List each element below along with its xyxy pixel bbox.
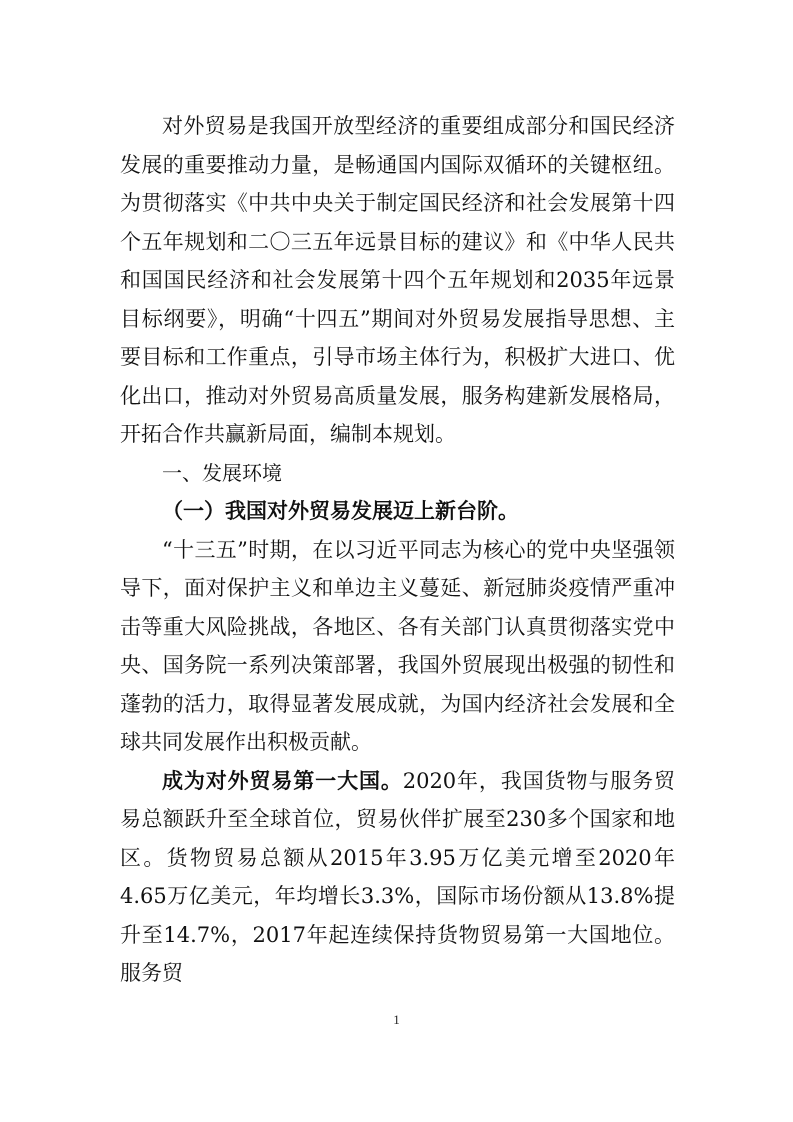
trade-leader-lead: 成为对外贸易第一大国。 bbox=[162, 767, 403, 793]
context-paragraph: “十三五”时期，在以习近平同志为核心的党中央坚强领导下，面对保护主义和单边主义蔓延、新冠肺炎疫情严重冲击等重大风险挑战，各地区、各有关部门认真贯彻落实党中央、国务院一系列决策部署，我国外贸展现出极强的韧性和蓬勃的活力，取得显著发展成就，为国内经济社会发展和全球共同发展作出积极贡献。 bbox=[120, 537, 675, 754]
trade-leader-body: 2020年，我国货物与服务贸易总额跃升至全球首位，贸易伙伴扩展至230多个国家和地区。货物贸易总额从2015年3.95万亿美元增至2020年4.65万亿美元，年均增长3.3%，国际市场份额从13.8%提升至14.7%，2017年起连续保持货物贸易第一大国地位。服务贸 bbox=[120, 768, 675, 985]
trade-leader-paragraph bbox=[120, 762, 675, 993]
body-text bbox=[120, 107, 675, 993]
subsection-heading-new-level: （一）我国对外贸易发展迈上新台阶。 bbox=[162, 498, 519, 523]
intro-paragraph: 对外贸易是我国开放型经济的重要组成部分和国民经济发展的重要推动力量，是畅通国内国际双循环的关键枢纽。为贯彻落实《中共中央关于制定国民经济和社会发展第十四个五年规划和二〇三五年远景目标的建议》和《中华人民共和国国民经济和社会发展第十四个五年规划和2035年远景目标纲要》，明确“十四五”期间对外贸易发展指导思想、主要目标和工作重点，引导市场主体行为，积极扩大进口、优化出口，推动对外贸易高质量发展，服务构建新发展格局，开拓合作共赢新局面，编制本规划。 bbox=[120, 114, 675, 446]
section-heading-development-environment: 一、发展环境 bbox=[162, 460, 282, 485]
page-number: 1 bbox=[393, 1012, 400, 1027]
